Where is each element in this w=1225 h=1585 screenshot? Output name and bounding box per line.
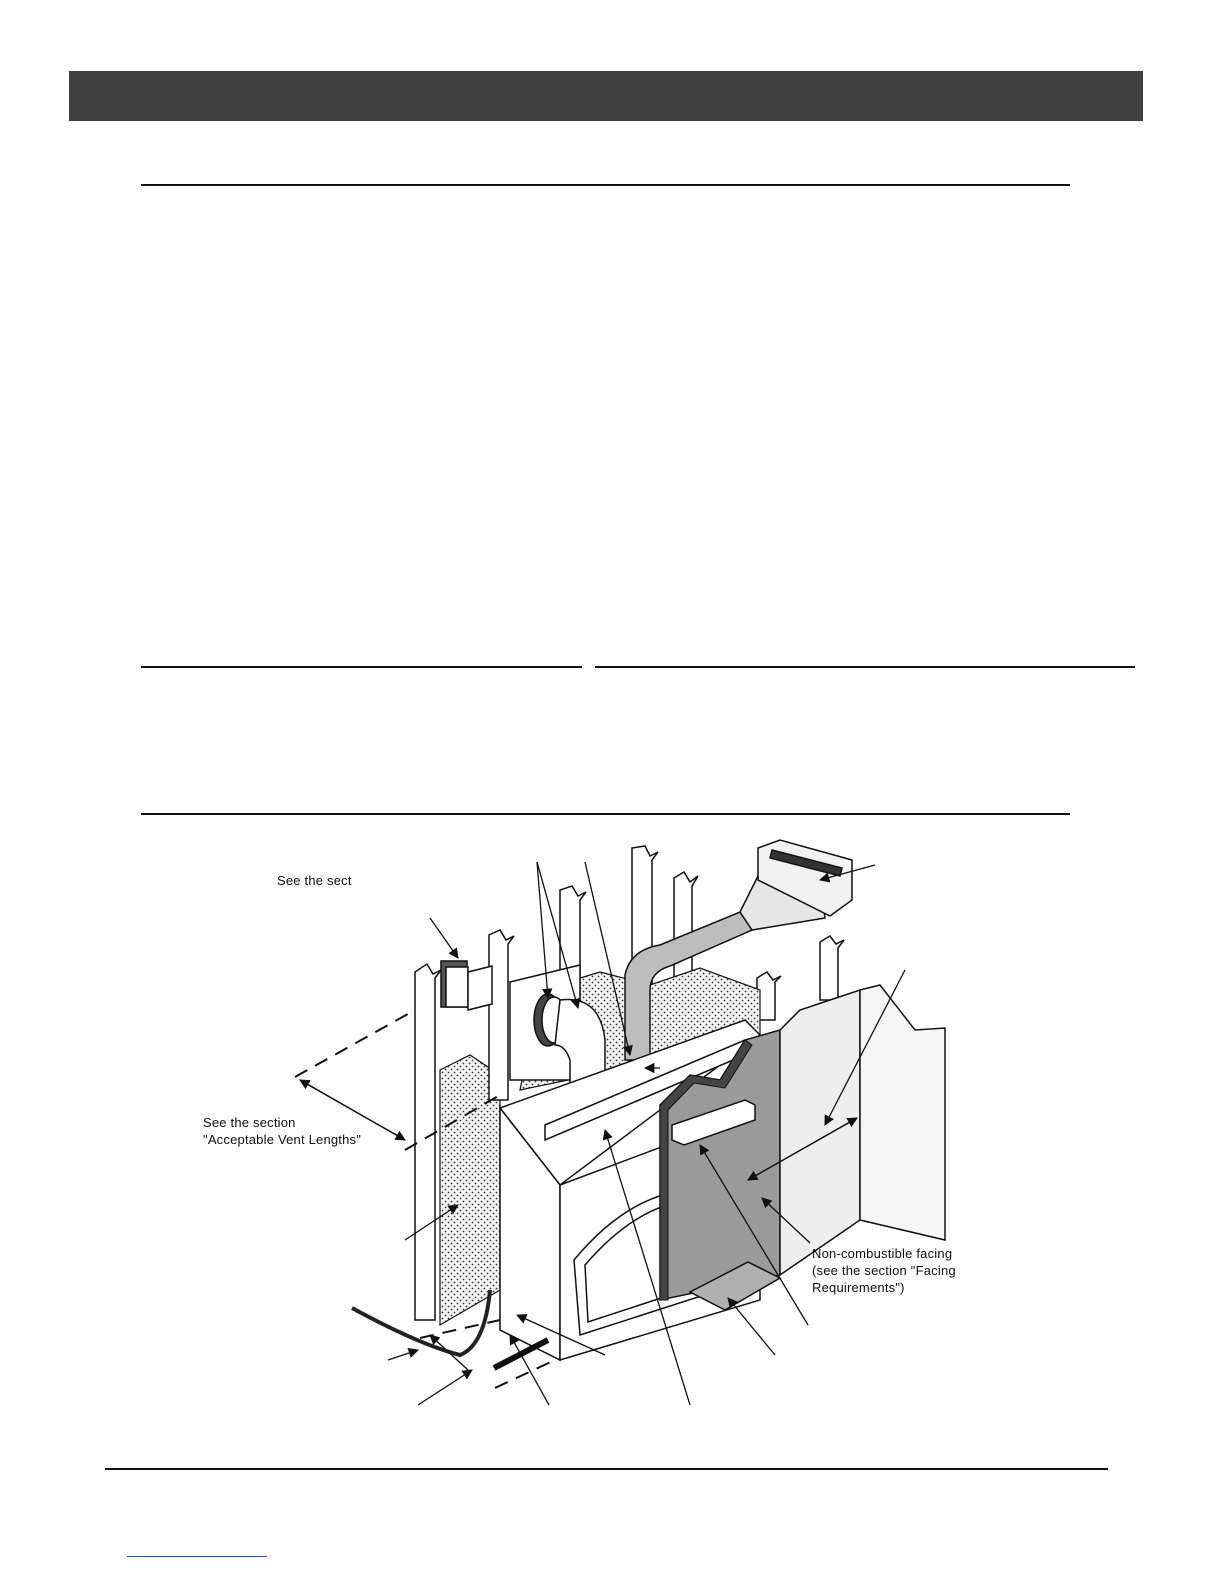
side-wall bbox=[780, 990, 860, 1275]
vent-termination bbox=[441, 961, 492, 1010]
facing-callout-line2: (see the section "Facing bbox=[812, 1263, 956, 1278]
facing-callout-line3: Requirements") bbox=[812, 1280, 905, 1295]
vent-lengths-callout-line2: "Acceptable Vent Lengths" bbox=[203, 1132, 362, 1147]
front-stud bbox=[415, 964, 441, 1320]
footer-link-underline[interactable] bbox=[127, 1556, 267, 1557]
vent-section-callout: See the sect bbox=[277, 873, 352, 888]
facing-callout-line1: Non-combustible facing bbox=[812, 1246, 953, 1261]
heat-outlet-register bbox=[740, 840, 852, 930]
footer-divider bbox=[105, 1468, 1108, 1470]
side-wall-end bbox=[860, 985, 945, 1240]
vent-lengths-callout-line1: See the section bbox=[203, 1115, 296, 1130]
